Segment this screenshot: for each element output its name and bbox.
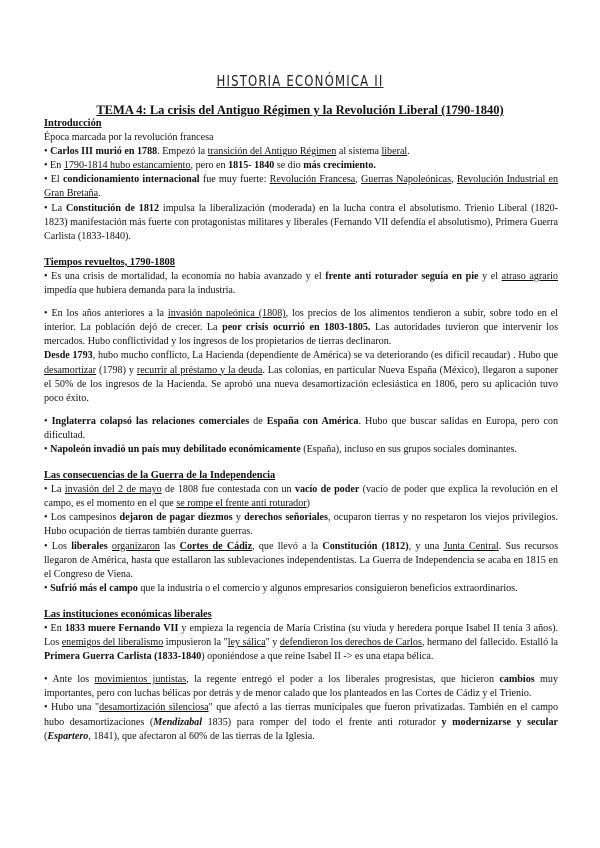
paragraph: • Los liberales organizaron las Cortes de Cádiz, que llevó a la Constitución (1812), y una Junta Central. Sus recursos llegaron de América, hasta que estallaron las sublevaciones independentistas. La Guerra de Independencia se acaba en 1815 en el Congreso de Viena. [44,540,559,580]
paragraph: • En los años anteriores a la invasión napoleónica (1808), los precios de los alimentos tendieron a subir, sobre todo en el interior. La población dejó de crecer. La peor crisis ocurrió en 1803-1805. Las autoridades tuvieron que intervenir los mercados. Hubo conflictividad y los ingresos de los propietarios de tierras declinaron. [44,308,558,348]
paragraph: Época marcada por la revolución francesa [44,132,214,144]
paragraph: • Inglaterra colapsó las relaciones comerciales de España con América. Hubo que buscar salidas en Europa, pero con dificultad. [44,415,559,441]
paragraph: • Sufrió más el campo que la industria o el comercio y algunos empresarios consiguieron beneficios extraordinarios. [44,582,518,594]
paragraph: • Napoleón invadió un país muy debilitado económicamente (España), incluso en sus grupos sociales dominantes. [44,443,517,455]
section-heading: Introducción [44,118,102,129]
section-heading: Las consecuencias de la Guerra de la Independencia [44,470,276,482]
paragraph-spacer [44,298,558,307]
section-spacer [44,596,558,608]
paragraph-spacer [44,406,558,415]
section-spacer [44,457,558,469]
paragraph: • Ante los movimientos juntistas, la regente entregó el poder a los liberales progresistas, que hicieron cambios muy importantes, pero con luchas bélicas por detrás y de menor calado que los planteados en las Cortes de Cádiz y el Trienio. [44,674,559,700]
paragraph: • Hubo una "desamortización silenciosa" que afectó a las tierras municipales que fueron privatizadas. También en el campo hubo desamortizaciones (Mendizabal 1835) para romper del todo el frente anti roturador y modernizarse y secular (Espartero, 1841), que afectaron al 60% de las tierras de la Iglesia. [44,702,559,742]
paragraph: • Los campesinos dejaron de pagar diezmos y derechos señoriales, ocuparon tierras y no respetaron los viejos privilegios. Hubo ocupación de tierras también durante guerras. [44,512,559,538]
document-title: HISTORIA ECONÓMICA II [216,72,384,90]
topic-title: TEMA 4: La crisis del Antiguo Régimen y la Revolución Liberal (1790-1840) [96,103,504,117]
paragraph: • Carlos III murió en 1788. Empezó la transición del Antiguo Régimen al sistema liberal. [44,146,410,158]
paragraph: • Es una crisis de mortalidad, la economía no había avanzado y el frente anti roturador seguía en pie y el atraso agrario impedía que hubiera demanda para la industria. [44,270,558,297]
section-heading: Las instituciones económicas liberales [44,608,212,620]
paragraph: • En 1790-1814 hubo estancamiento, pero en 1815- 1840 se dio más crecimiento. [44,160,376,172]
paragraph: • El condicionamiento internacional fue muy fuerte: Revolución Francesa, Guerras Napoleónicas, Revolución Industrial en Gran Bretaña. [44,174,558,200]
paragraph: • En 1833 muere Fernando VII y empieza la regencia de María Cristina (su viuda y heredera porque Isabel II tenía 3 años). Los enemigos del liberalismo impusieron la "ley sálica" y defendieron los derechos de Carlos, hermano del fallecido. Estalló la Primera Guerra Carlista (1833-1840) oponiéndose a que reine Isabel II -> es una etapa bélica. [44,623,559,663]
document-body [44,117,558,744]
paragraph: • La invasión del 2 de mayo de 1808 fue contestada con un vacío de poder (vacío de poder que explica la revolución en el campo, es el momento en el que se rompe el frente anti roturador) [44,484,558,510]
paragraph: Desde 1793, hubo mucho conflicto, La Hacienda (dependiente de América) se va deteriorando (es difícil recaudar) . Hubo que desamortizar (1798) y recurrir al préstamo y la deuda. Las colonias, en particular Nueva España (México), llegaron a suponer el 50% de los ingresos de la Hacienda. Se aprobó una nueva desamortización eclesiástica en 1806, pero su aplicación tuvo poco éxito. [44,350,558,404]
section-spacer [44,244,558,256]
paragraph-spacer [44,664,558,673]
section-heading: Tiempos revueltos, 1790-1808 [44,256,175,268]
paragraph: • La Constitución de 1812 impulsa la liberalización (moderada) en la lucha contra el absolutismo. Trienio Liberal (1820-1823) manifestación más fuerte con protagonistas militares y liberales (Fernando VII defendía el absolutismo), Primera Guerra Carlista (1833-1840). [44,202,558,242]
